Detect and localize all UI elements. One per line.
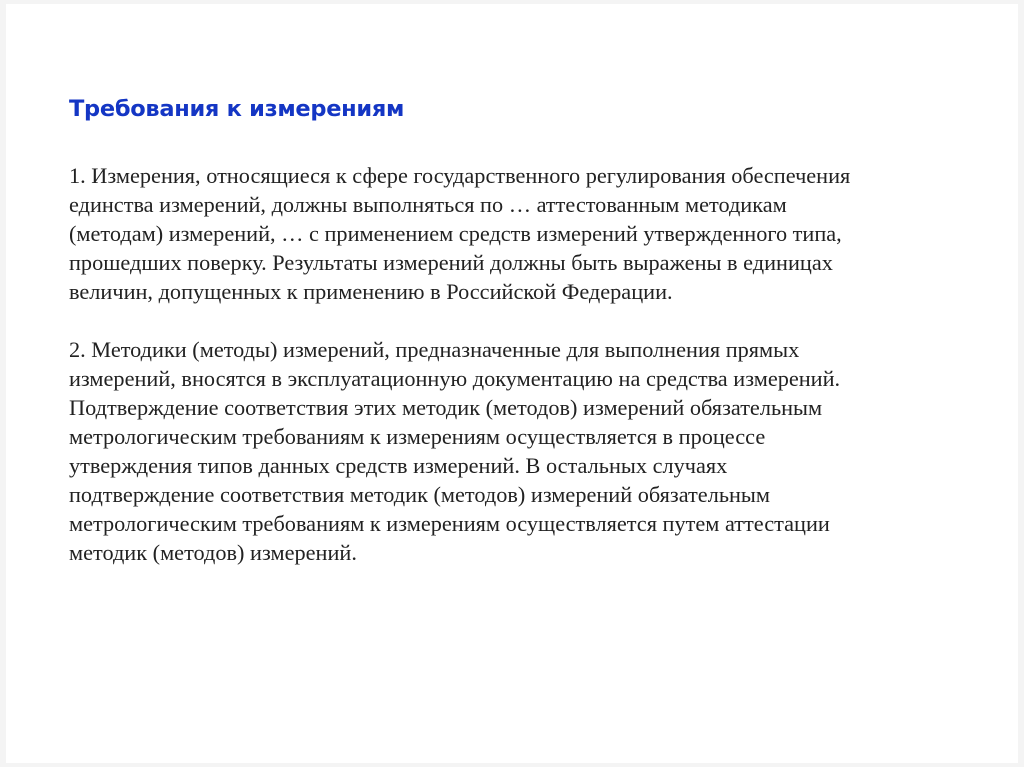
text-line: подтверждение соответствия методик (методов) измерений обязательным — [69, 482, 771, 507]
paragraph-2 — [69, 335, 840, 567]
text-line: метрологическим требованиям к измерениям осуществляется в процессе — [69, 424, 766, 449]
text-line: 1. Измерения, относящиеся к сфере государственного регулирования обеспечения — [69, 163, 851, 188]
text-line: 2. Методики (методы) измерений, предназначенные для выполнения прямых — [69, 337, 800, 362]
text-line: единства измерений, должны выполняться по … аттестованным методикам — [69, 192, 787, 217]
text-line: измерений, вносятся в эксплуатационную документацию на средства измерений. — [69, 366, 841, 391]
slide — [6, 4, 1018, 763]
text-line: методик (методов) измерений. — [69, 540, 357, 565]
slide-title: Требования к измерениям — [69, 96, 405, 122]
text-line: величин, допущенных к применению в Российской Федерации. — [69, 279, 673, 304]
paragraph-1 — [69, 161, 850, 306]
text-line: прошедших поверку. Результаты измерений должны быть выражены в единицах — [69, 250, 833, 275]
text-line: (методам) измерений, … с применением средств измерений утвержденного типа, — [69, 221, 842, 246]
text-line: утверждения типов данных средств измерений. В остальных случаях — [69, 453, 728, 478]
text-line: метрологическим требованиям к измерениям осуществляется путем аттестации — [69, 511, 830, 536]
text-line: Подтверждение соответствия этих методик (методов) измерений обязательным — [69, 395, 823, 420]
